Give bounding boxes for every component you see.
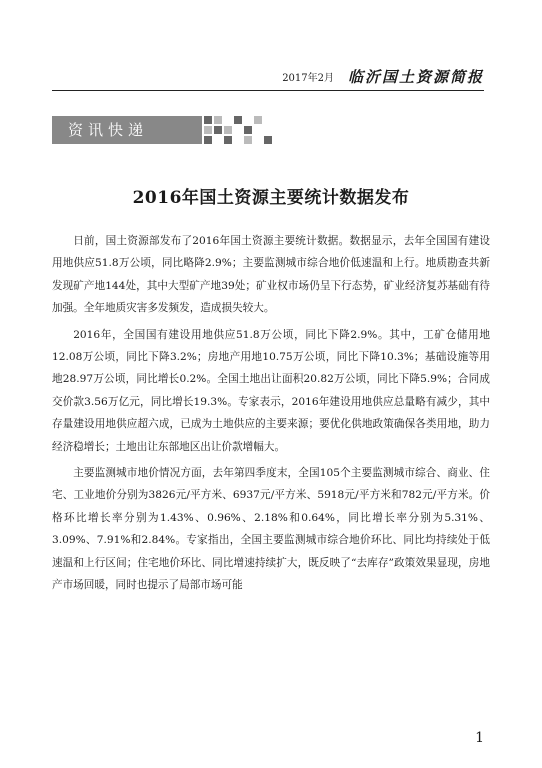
article-title: 2016年国土资源主要统计数据发布 [132, 188, 410, 208]
decor-square [214, 126, 222, 134]
decor-square [224, 126, 232, 134]
page-number: 1 [475, 730, 484, 746]
section-banner-bar [52, 116, 202, 144]
article-body [52, 230, 490, 601]
issue-date: 2017年2月 [282, 73, 334, 84]
decor-square [224, 136, 232, 144]
paragraph: 主要监测城市地价情况方面，去年第四季度末，全国105个主要监测城市综合、商业、住宅、工业地价分别为3826元/平方米、6937元/平方米、5918元/平方米和782元/平方米。价格环比增长率分别为1.43%、0.96%、2.18%和0.64%，同比增长率分别为5.31%、3.09%、7.91%和2.84%。专家指出，全国主要监测城市综合地价环比、同比均持续处于低速温和上行区间；住宅地价环比、同比增速持续扩大，既反映了“去库存”政策效果显现，房地产市场回暖，同时也提示了局部市场可能 [52, 467, 490, 592]
decor-square [204, 136, 212, 144]
decor-square [264, 136, 272, 144]
publication-title: 临沂国土资源简报 [347, 68, 484, 86]
decor-square [244, 136, 252, 144]
decor-square [204, 116, 212, 124]
page-header [52, 60, 484, 91]
paragraph: 日前，国土资源部发布了2016年国土资源主要统计数据。数据显示，去年全国国有建设用地供应51.8万公顷，同比略降2.9%；主要监测城市综合地价低速温和上行。地质勘查共新发现矿产地144处，其中大型矿产地39处；矿业权市场仍呈下行态势，矿业经济复苏基础有待加强。全年地质灾害多发频发，造成损失较大。 [52, 235, 490, 315]
paragraph: 2016年，全国国有建设用地供应51.8万公顷，同比下降2.9%。其中，工矿仓储用地12.08万公顷，同比下降3.2%；房地产用地10.75万公顷，同比下降10.3%；基础设施等用地28.97万公顷，同比增长0.2%。全国土地出让面积20.82万公顷，同比下降5.9%；合同成交价款3.56万亿元，同比增长19.3%。专家表示，2016年建设用地供应总量略有减少，其中存量建设用地供应超六成，已成为土地供应的主要来源；要优化供地政策确保各类用地，助力经济稳增长；土地出让东部地区出让价款增幅大。 [52, 328, 490, 453]
decor-square [214, 116, 222, 124]
decor-square [234, 116, 242, 124]
decor-square [244, 126, 252, 134]
decor-square [254, 116, 262, 124]
decor-square [204, 126, 212, 134]
section-banner [52, 116, 276, 144]
section-label: 资讯快递 [68, 121, 149, 139]
